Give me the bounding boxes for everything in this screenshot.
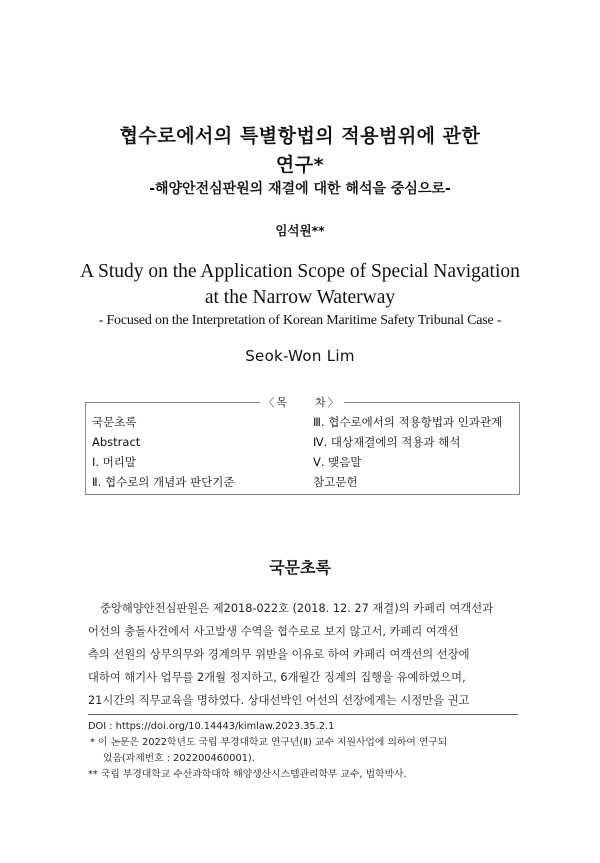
- abstract-line: 측의 선원의 상무의무와 경계의무 위반을 이유로 하여 카페리 여객선의 선장에: [88, 648, 470, 661]
- abstract-line: 어선의 충돌사건에서 사고발생 수역을 협수로로 보지 않고서, 카페리 여객선: [88, 625, 459, 638]
- paper-title-korean-line1: 협수로에서의 특별항법의 적용범위에 관한: [119, 125, 481, 147]
- paper-subtitle-english: - Focused on the Interpretation of Korean Maritime Safety Tribunal Case -: [98, 313, 502, 328]
- paper-subtitle-korean: -해양안전심판원의 재결에 대한 해석을 중심으로-: [149, 181, 451, 197]
- toc-item: 참고문헌: [313, 475, 358, 489]
- abstract-line: 대하여 해기사 업무를 2개월 정지하고, 6개월간 징계의 집행을 유예하였으며,: [88, 671, 466, 684]
- toc-item: 국문초록: [92, 415, 137, 429]
- author-korean: 임석원**: [275, 223, 325, 238]
- doi-text: DOI : https://doi.org/10.14443/kimlaw.2023.35.2.1: [88, 721, 335, 732]
- toc-item: Ⅰ. 머리말: [92, 455, 137, 469]
- abstract-line: 중앙해양안전심판원은 제2018-022호 (2018. 12. 27 재결)의 카페리 여객선과: [100, 602, 494, 615]
- toc-item: Ⅲ. 협수로에서의 적용항법과 인과관계: [313, 415, 503, 429]
- footnote-1-line1: * 이 논문은 2022학년도 국립 부경대학교 연구년(Ⅱ) 교수 지원사업에 의하여 연구되: [90, 737, 448, 748]
- author-english: Seok-Won Lim: [245, 347, 355, 365]
- footnote-rule: [88, 714, 518, 715]
- paper-title-korean-line2: 연구*: [275, 154, 325, 176]
- abstract-heading: 국문초록: [269, 558, 331, 577]
- footnote-1-line2: 었음(과제번호 : 202200460001).: [103, 753, 255, 764]
- toc-right-column: [313, 412, 502, 492]
- paper-title-english-line1: A Study on the Application Scope of Special Navigation: [80, 261, 520, 282]
- abstract-line: 21시간의 직무교육을 명하였다. 상대선박인 어선의 선장에게는 시정만을 권고: [88, 694, 470, 707]
- paper-title-english-line2: at the Narrow Waterway: [204, 287, 396, 308]
- toc-left-column: [92, 412, 234, 492]
- toc-title: 〈목 차〉: [260, 394, 344, 410]
- toc-item: Ⅳ. 대상재결에의 적용과 해석: [313, 435, 461, 449]
- toc-item: Ⅴ. 맺음말: [313, 455, 362, 469]
- toc-item: Abstract: [92, 435, 141, 449]
- abstract-body: [88, 597, 516, 712]
- toc-item: Ⅱ. 협수로의 개념과 판단기준: [92, 475, 235, 489]
- footnote-2: ** 국립 부경대학교 수산과학대학 해양생산시스템관리학부 교수, 법학박사.: [88, 769, 407, 780]
